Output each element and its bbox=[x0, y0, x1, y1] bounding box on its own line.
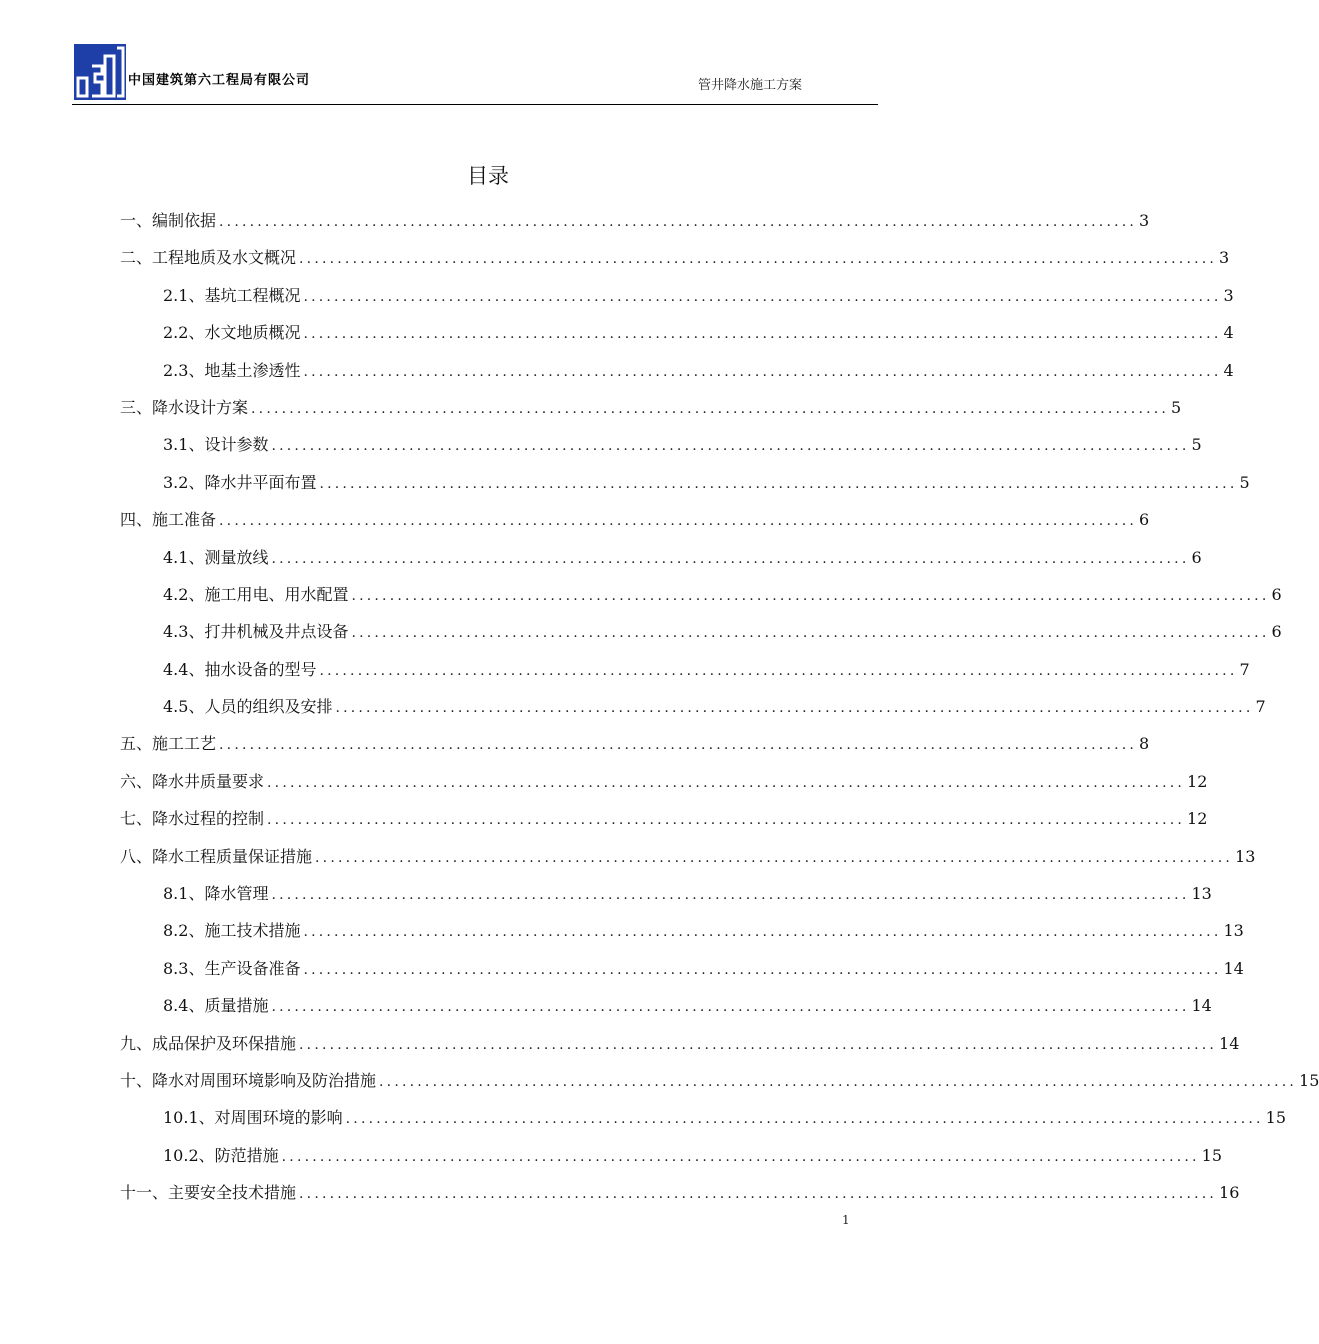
toc-leader-dots: ........................................................................................................................ bbox=[303, 326, 1222, 343]
toc-entry-label: 4.1、测量放线 bbox=[163, 547, 269, 567]
toc-entry-label: 2.3、地基土渗透性 bbox=[163, 360, 301, 380]
toc-entry-label: 四、施工准备 bbox=[120, 510, 217, 530]
toc-entry-page: 14 bbox=[1219, 1033, 1240, 1053]
toc-entry-page: 3 bbox=[1139, 211, 1150, 230]
toc-leader-dots: ........................................................................................................................ bbox=[379, 1073, 1298, 1090]
toc-leader-dots: ........................................................................................................................ bbox=[271, 438, 1190, 455]
toc-leader-dots: ........................................................................................................................ bbox=[303, 961, 1222, 978]
company-name: 中国建筑第六工程局有限公司 bbox=[128, 73, 311, 88]
toc-entry[interactable] bbox=[120, 426, 1202, 463]
toc-leader-dots: ........................................................................................................................ bbox=[267, 812, 1186, 829]
page-header bbox=[72, 42, 878, 105]
toc-entry-page: 6 bbox=[1191, 547, 1202, 567]
toc-entry-label: 4.3、打井机械及井点设备 bbox=[163, 622, 349, 642]
toc-entry-page: 13 bbox=[1191, 884, 1212, 904]
toc-entry-label: 十一、主要安全技术措施 bbox=[120, 1183, 297, 1203]
toc-entry[interactable] bbox=[120, 352, 1234, 389]
toc-title: 目录 bbox=[467, 164, 509, 188]
toc-leader-dots: ........................................................................................................................ bbox=[219, 214, 1138, 230]
toc-entry-label: 三、降水设计方案 bbox=[120, 397, 249, 417]
toc-entry-page: 5 bbox=[1191, 435, 1202, 455]
toc-leader-dots: ........................................................................................................................ bbox=[271, 999, 1190, 1016]
toc-entry-label: 十、降水对周围环境影响及防治措施 bbox=[120, 1070, 377, 1090]
toc-entry-label: 五、施工工艺 bbox=[120, 734, 217, 754]
toc-leader-dots: ........................................................................................................................ bbox=[319, 662, 1238, 679]
toc-entry-page: 13 bbox=[1223, 921, 1244, 941]
toc-entry-page: 15 bbox=[1265, 1108, 1287, 1128]
toc-entry[interactable] bbox=[120, 239, 1230, 276]
toc-entry[interactable] bbox=[120, 389, 1182, 426]
toc-leader-dots: ........................................................................................................................ bbox=[271, 550, 1190, 567]
toc-leader-dots: ........................................................................................................................ bbox=[351, 625, 1270, 642]
toc-leader-dots: ........................................................................................................................ bbox=[299, 1186, 1218, 1203]
document-title: 管井降水施工方案 bbox=[697, 78, 802, 93]
toc-entry-page: 6 bbox=[1271, 584, 1282, 604]
toc-entry-page: 8 bbox=[1139, 734, 1150, 754]
toc-entry[interactable] bbox=[120, 501, 1150, 538]
toc-entry-label: 10.2、防范措施 bbox=[163, 1145, 279, 1165]
toc-entry[interactable] bbox=[120, 987, 1212, 1024]
toc-entry[interactable] bbox=[120, 1025, 1240, 1062]
toc-entry-label: 八、降水工程质量保证措施 bbox=[120, 846, 313, 866]
toc-leader-dots: ........................................................................................................................ bbox=[303, 924, 1222, 941]
toc-entry-page: 12 bbox=[1187, 771, 1208, 791]
toc-entry-label: 8.1、降水管理 bbox=[163, 884, 269, 904]
toc-entry-label: 七、降水过程的控制 bbox=[120, 809, 265, 829]
toc-entry[interactable] bbox=[120, 314, 1234, 351]
toc-entry-page: 3 bbox=[1219, 248, 1230, 268]
page-number: 1 bbox=[842, 1213, 850, 1227]
toc-entry-page: 3 bbox=[1223, 285, 1234, 305]
toc-entry[interactable] bbox=[120, 202, 1150, 239]
toc-leader-dots: ........................................................................................................................ bbox=[303, 288, 1222, 305]
toc-entry-label: 3.2、降水井平面布置 bbox=[163, 472, 317, 492]
toc-entry[interactable] bbox=[120, 1174, 1240, 1211]
toc-leader-dots: ........................................................................................................................ bbox=[219, 513, 1138, 530]
toc-leader-dots: ........................................................................................................................ bbox=[299, 251, 1218, 268]
toc-leader-dots: ........................................................................................................................ bbox=[299, 1036, 1218, 1053]
company-logo-icon bbox=[74, 44, 126, 100]
table-of-contents bbox=[120, 202, 1319, 1212]
toc-entry-page: 15 bbox=[1201, 1145, 1223, 1165]
toc-leader-dots: ........................................................................................................................ bbox=[351, 587, 1270, 604]
toc-entry[interactable] bbox=[120, 464, 1250, 501]
toc-entry-label: 8.3、生产设备准备 bbox=[163, 958, 301, 978]
toc-entry-page: 7 bbox=[1255, 697, 1266, 717]
toc-entry[interactable] bbox=[120, 950, 1244, 987]
toc-leader-dots: ........................................................................................................................ bbox=[315, 849, 1234, 866]
toc-entry-page: 6 bbox=[1271, 622, 1282, 642]
toc-leader-dots: ........................................................................................................................ bbox=[335, 700, 1254, 717]
toc-entry-label: 2.2、水文地质概况 bbox=[163, 323, 301, 343]
toc-leader-dots: ........................................................................................................................ bbox=[319, 475, 1238, 492]
toc-entry-page: 4 bbox=[1223, 360, 1234, 380]
toc-leader-dots: ........................................................................................................................ bbox=[303, 363, 1222, 380]
toc-entry-page: 5 bbox=[1239, 472, 1250, 492]
toc-entry-page: 16 bbox=[1219, 1183, 1240, 1203]
toc-entry-page: 13 bbox=[1235, 846, 1256, 866]
toc-leader-dots: ........................................................................................................................ bbox=[345, 1111, 1264, 1128]
toc-entry[interactable] bbox=[120, 725, 1150, 762]
toc-entry[interactable] bbox=[120, 651, 1250, 688]
toc-entry-label: 二、工程地质及水文概况 bbox=[120, 248, 297, 268]
toc-entry-label: 九、成品保护及环保措施 bbox=[120, 1033, 297, 1053]
toc-entry[interactable] bbox=[120, 688, 1266, 725]
toc-entry-page: 14 bbox=[1223, 958, 1244, 978]
toc-entry-label: 4.5、人员的组织及安排 bbox=[163, 697, 333, 717]
toc-entry-page: 15 bbox=[1299, 1070, 1319, 1090]
toc-leader-dots: ........................................................................................................................ bbox=[281, 1148, 1200, 1165]
toc-leader-dots: ........................................................................................................................ bbox=[251, 400, 1170, 417]
toc-entry[interactable] bbox=[120, 1099, 1287, 1136]
toc-entry[interactable] bbox=[120, 613, 1282, 650]
toc-entry[interactable] bbox=[120, 1137, 1223, 1174]
toc-entry-label: 3.1、设计参数 bbox=[163, 435, 269, 455]
toc-entry-label: 4.4、抽水设备的型号 bbox=[163, 659, 317, 679]
toc-leader-dots: ........................................................................................................................ bbox=[271, 887, 1190, 904]
toc-leader-dots: ........................................................................................................................ bbox=[267, 774, 1186, 791]
toc-entry-label: 8.2、施工技术措施 bbox=[163, 921, 301, 941]
toc-entry[interactable] bbox=[120, 838, 1256, 875]
toc-entry-page: 12 bbox=[1187, 809, 1208, 829]
toc-entry[interactable] bbox=[120, 763, 1208, 800]
toc-entry-page: 14 bbox=[1191, 996, 1212, 1016]
toc-entry[interactable] bbox=[120, 800, 1208, 837]
toc-entry[interactable] bbox=[120, 576, 1282, 613]
toc-entry-page: 6 bbox=[1139, 510, 1150, 530]
toc-entry-page: 5 bbox=[1171, 397, 1182, 417]
toc-entry-page: 4 bbox=[1223, 323, 1234, 343]
toc-entry-label: 六、降水井质量要求 bbox=[120, 771, 265, 791]
toc-entry[interactable] bbox=[120, 539, 1202, 576]
toc-entry[interactable] bbox=[120, 1062, 1319, 1099]
toc-entry[interactable] bbox=[120, 277, 1234, 314]
toc-leader-dots: ........................................................................................................................ bbox=[219, 737, 1138, 754]
toc-entry-label: 10.1、对周围环境的影响 bbox=[163, 1108, 343, 1128]
toc-entry-page: 7 bbox=[1239, 659, 1250, 679]
toc-entry-label: 2.1、基坑工程概况 bbox=[163, 285, 301, 305]
toc-entry[interactable] bbox=[120, 912, 1244, 949]
toc-entry-label: 8.4、质量措施 bbox=[163, 996, 269, 1016]
toc-entry-label: 一、编制依据 bbox=[120, 211, 217, 230]
toc-entry[interactable] bbox=[120, 875, 1212, 912]
toc-entry-label: 4.2、施工用电、用水配置 bbox=[163, 584, 349, 604]
